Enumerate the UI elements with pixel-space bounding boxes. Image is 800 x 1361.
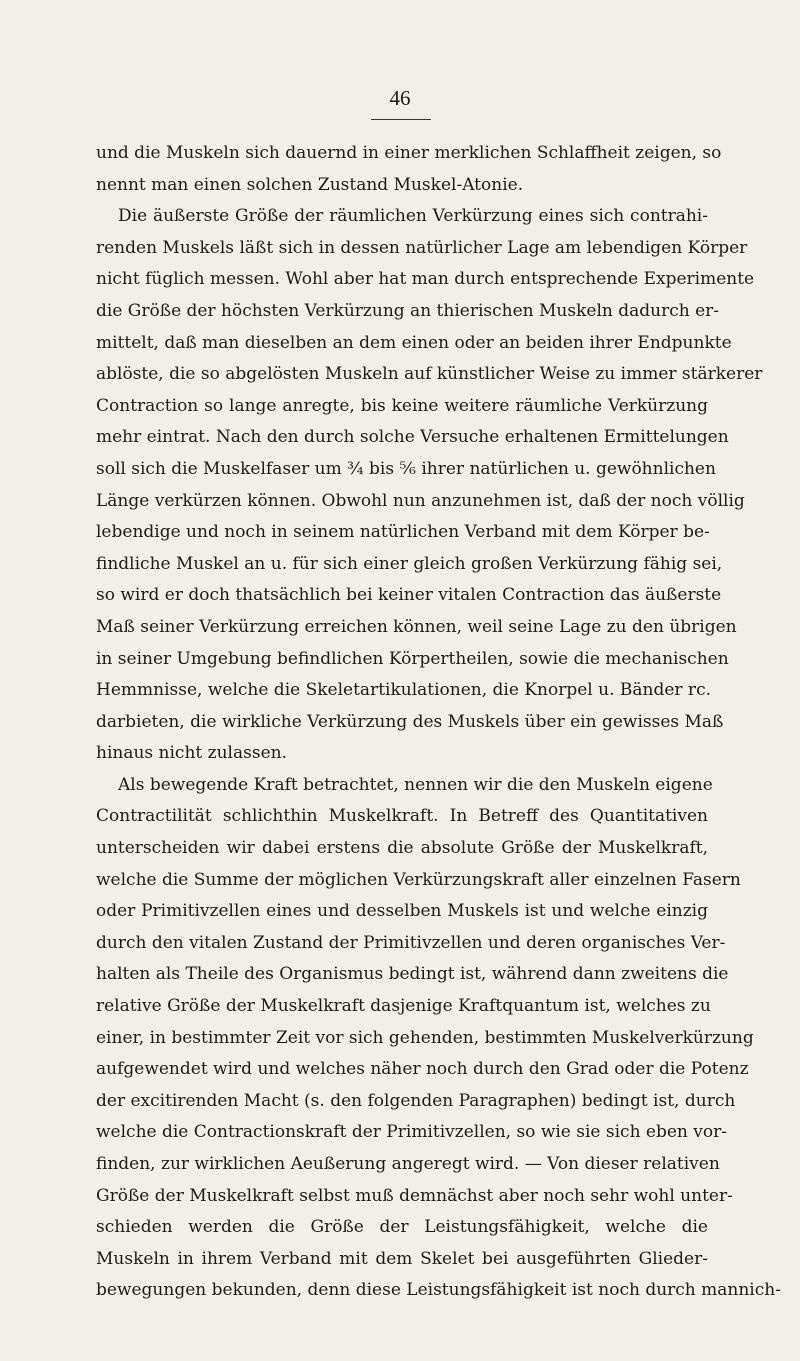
text-line: nicht füglich messen. Wohl aber hat man durch entsprechende Experimente — [96, 269, 755, 290]
text-line: Länge verkürzen können. Obwohl nun anzunehmen ist, daß der noch völlig — [96, 490, 745, 511]
text-line: aufgewendet wird und welches näher noch durch den Grad oder die Potenz — [96, 1059, 749, 1080]
text-line: Die äußerste Größe der räumlichen Verkürzung eines sich contrahi- — [118, 206, 708, 227]
text-line: hinaus nicht zulassen. — [96, 743, 287, 764]
text-line: Größe der Muskelkraft selbst muß demnächst aber noch sehr wohl unter- — [96, 1185, 733, 1206]
text-line: die Größe der höchsten Verkürzung an thierischen Muskeln dadurch er- — [96, 300, 720, 321]
text-line: schieden werden die Größe der Leistungsfähigkeit, welche die — [96, 1217, 708, 1238]
text-line: halten als Theile des Organismus bedingt ist, während dann zweitens die — [96, 964, 729, 985]
body-text — [96, 138, 781, 1307]
text-line: Maß seiner Verkürzung erreichen können, weil seine Lage zu den übrigen — [96, 616, 737, 637]
text-line: welche die Contractionskraft der Primitivzellen, so wie sie sich eben vor- — [96, 1122, 727, 1143]
text-line: ablöste, die so abgelösten Muskeln auf künstlicher Weise zu immer stärkerer — [96, 364, 763, 385]
text-line: mittelt, daß man dieselben an dem einen oder an beiden ihrer Endpunkte — [96, 332, 732, 353]
text-line: findliche Muskel an u. für sich einer gleich großen Verkürzung fähig sei, — [96, 553, 723, 574]
text-line: Hemmnisse, welche die Skeletartikulationen, die Knorpel u. Bänder rc. — [96, 680, 711, 701]
page-number-rule — [371, 119, 431, 120]
text-line: welche die Summe der möglichen Verkürzungskraft aller einzelnen Fasern — [96, 869, 741, 890]
text-line: Contraction so lange anregte, bis keine weitere räumliche Verkürzung — [96, 395, 708, 416]
text-line: relative Größe der Muskelkraft dasjenige Kraftquantum ist, welches zu — [96, 996, 711, 1017]
text-line: finden, zur wirklichen Aeußerung angeregt wird. — Von dieser relativen — [96, 1154, 720, 1174]
text-line: so wird er doch thatsächlich bei keiner vitalen Contraction das äußerste — [96, 585, 722, 606]
text-line: einer, in bestimmter Zeit vor sich gehenden, bestimmten Muskelverkürzung — [96, 1027, 754, 1048]
text-line: soll sich die Muskelfaser um ¾ bis ⁵⁄₆ ihrer natürlichen u. gewöhnlichen — [96, 458, 716, 479]
text-line: mehr eintrat. Nach den durch solche Versuche erhaltenen Ermittelungen — [96, 427, 729, 448]
text-line: Muskeln in ihrem Verband mit dem Skelet bei ausgeführten Glieder- — [96, 1248, 708, 1269]
text-line: oder Primitivzellen eines und desselben Muskels ist und welche einzig — [96, 901, 708, 922]
text-line: durch den vitalen Zustand der Primitivzellen und deren organisches Ver- — [96, 932, 726, 953]
text-line: Contractilität schlichthin Muskelkraft. In Betreff des Quantitativen — [96, 806, 708, 827]
text-line: der excitirenden Macht (s. den folgenden Paragraphen) bedingt ist, durch — [96, 1090, 736, 1111]
text-line: renden Muskels läßt sich in dessen natürlicher Lage am lebendigen Körper — [96, 237, 748, 258]
text-line: lebendige und noch in seinem natürlichen Verband mit dem Körper be- — [96, 522, 710, 543]
text-line: in seiner Umgebung befindlichen Körpertheilen, sowie die mechanischen — [96, 648, 729, 669]
text-line: nennt man einen solchen Zustand Muskel-Atonie. — [96, 174, 524, 195]
text-line: Als bewegende Kraft betrachtet, nennen wir die den Muskeln eigene — [118, 774, 713, 795]
text-line: darbieten, die wirkliche Verkürzung des Muskels über ein gewisses Maß — [96, 711, 724, 732]
page-number: 46 — [389, 86, 411, 110]
text-line: unterscheiden wir dabei erstens die absolute Größe der Muskelkraft, — [96, 838, 708, 859]
text-line: und die Muskeln sich dauernd in einer merklichen Schlaffheit zeigen, so — [96, 143, 722, 163]
text-line: bewegungen bekunden, denn diese Leistungsfähigkeit ist noch durch mannich- — [96, 1280, 781, 1301]
